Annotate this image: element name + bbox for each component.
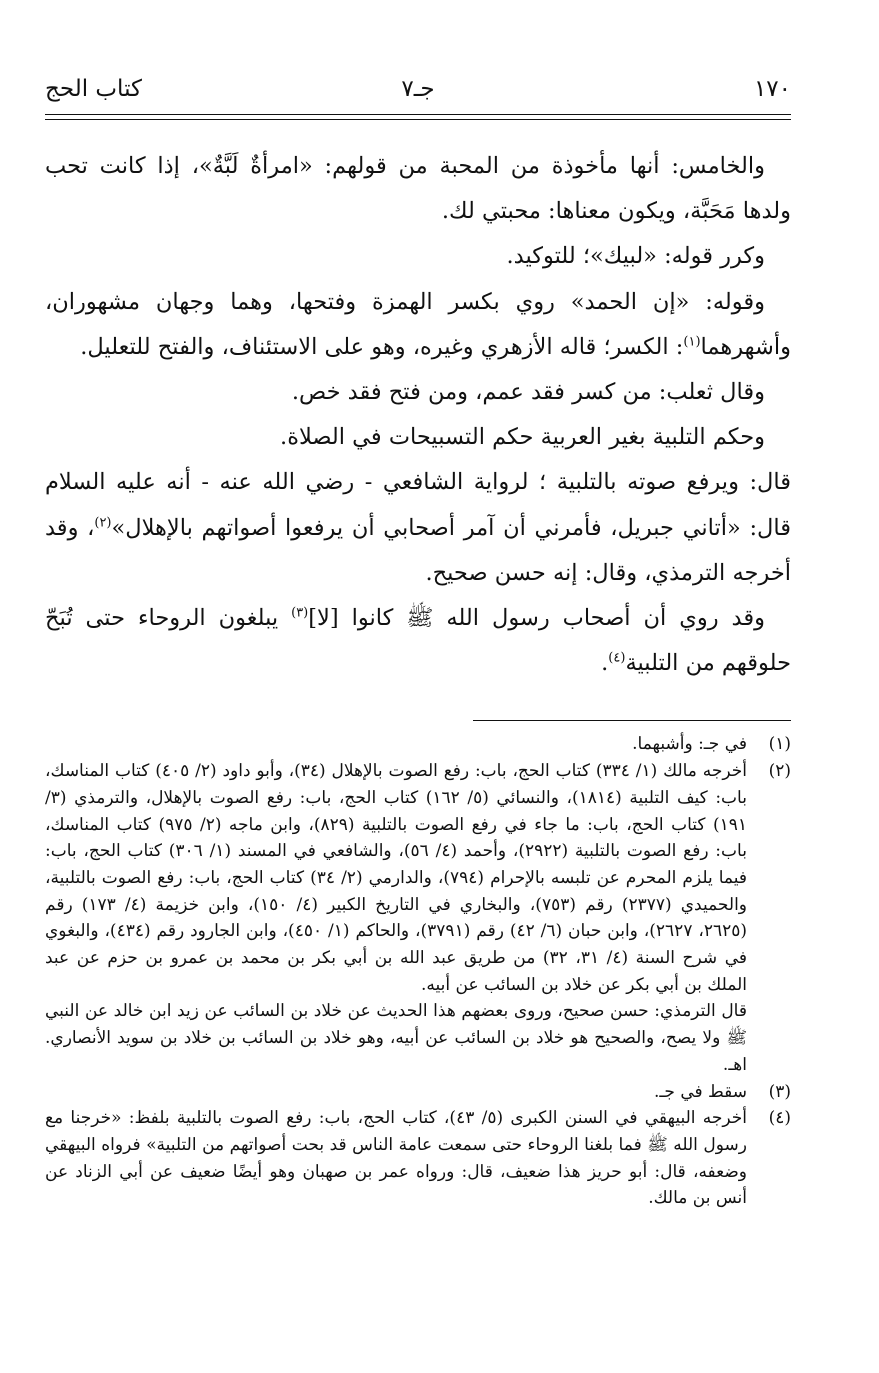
- footnote-ref[interactable]: (٢): [94, 515, 112, 531]
- footnote-text: سقط في جـ.: [654, 1081, 747, 1102]
- footnote-ref[interactable]: (٣): [291, 605, 309, 621]
- footnote-text: في جـ: وأشبهما.: [632, 734, 747, 755]
- footnote-mark: (٣): [768, 1081, 791, 1102]
- footnote: [45, 1079, 791, 1106]
- page-number: ١٧٠: [753, 76, 791, 102]
- footnote: [45, 1105, 791, 1212]
- footnote-mark: (١): [768, 734, 791, 755]
- footnote-text: أخرجه البيهقي في السنن الكبرى (٥/ ٤٣)، كتاب الحج، باب: رفع الصوت بالتلبية بلفظ: «خرجنا مع رسول الله ﷺ فما بلغنا الروحاء حتى سمعت عامة الناس قد بحت أصواتهم من التلبية» فرواه البيهقي وضعفه، قال: أبو حريز هذا ضعيف، قال: ورواه عمر بن صهبان وهو أيضًا ضعيف عن أبي الزناد عن أنس بن مالك.: [45, 1108, 747, 1209]
- paragraph: قال: ويرفع صوته بالتلبية ؛ لرواية الشافعي - رضي الله عنه - أنه عليه السلام قال: «أتاني جبريل، فأمرني أن آمر أصحابي أن يرفعوا أصواتهم بالإهلال»$^{(٢)}$، وقد أخرجه الترمذي، وقال: إنه حسن صحيح.: [45, 469, 791, 586]
- footnote: [45, 731, 791, 758]
- paragraph: وقال ثعلب: من كسر فقد عمم، ومن فتح فقد خص.: [291, 379, 765, 406]
- paragraph: وقوله: «إن الحمد» روي بكسر الهمزة وفتحها، وهما وجهان مشهوران، وأشهرهما$^{(١)}$: الكسر؛ قاله الأزهري وغيره، وهو على الاستئناف، والفتح للتعليل.: [45, 288, 791, 360]
- footnotes: [45, 731, 791, 1212]
- footnote-text: قال الترمذي: حسن صحيح، وروى بعضهم هذا الحديث عن خلاد بن السائب عن زيد ابن خالد عن النبي ﷺ ولا يصح، والصحيح هو خلاد بن السائب عن أبيه، وهو خلاد بن السائب بن خلاد بن سويد الأنصاري. اهـ.: [45, 1001, 747, 1075]
- book-title: كتاب الحج: [45, 76, 142, 102]
- main-text: [45, 144, 791, 686]
- footnote-text: أخرجه مالك (١/ ٣٣٤) كتاب الحج، باب: رفع الصوت بالإهلال (٣٤)، وأبو داود (٢/ ٤٠٥) كتاب المناسك، باب: كيف التلبية (١٨١٤)، والنسائي (٥/ ١٦٢) كتاب الحج، باب: رفع الصوت بالإهلال، والترمذي (٣/ ١٩١) كتاب الحج، باب: ما جاء في رفع الصوت بالتلبية (٨٢٩)، وابن ماجه (٢/ ٩٧٥) كتاب المناسك، باب: رفع الصوت بالتلبية (٢٩٢٢)، وأحمد (٤/ ٥٦)، والشافعي في المسند (١/ ٣٠٦) كتاب الحج، باب: فيما يلزم المحرم عن تلبسه بالإحرام (٧٩٤)، والدارمي (٢/ ٣٤) كتاب الحج، باب: رفع الصوت بالتلبية، والحميدي (٢٣٧٧) رقم (٧٥٣)، والبخاري في التاريخ الكبير (٤/ ١٥٠)، وابن خزيمة (٤/ ١٧٣) رقم (٢٦٢٥، ٢٦٢٧)، وابن حبان (٦/ ٤٢) رقم (٣٧٩١)، والحاكم (١/ ٤٥٠)، وابن الجارود رقم (٤٣٤)، والبغوي في شرح السنة (٤/ ٣١، ٣٢) من طريق عبد الله بن أبي بكر بن محمد بن عمرو بن حزم عن عبد الملك بن أبي بكر عن خلاد بن السائب عن أبيه.: [45, 761, 748, 995]
- footnote-ref[interactable]: (٤): [608, 650, 626, 666]
- volume-label: جـ٧: [401, 76, 435, 102]
- paragraph: وقد روي أن أصحاب رسول الله ﷺ كانوا [لا]$^{(٣)}$ يبلغون الروحاء حتى تُبَحّ حلوقهم من التلبية$^{(٤)}$.: [45, 605, 791, 677]
- page-header: [45, 70, 791, 108]
- footnote: [45, 758, 791, 1078]
- footnote-separator: [473, 720, 791, 721]
- footnote-mark: (٤): [768, 1108, 791, 1129]
- paragraph: والخامس: أنها مأخوذة من المحبة من قولهم: «امرأةٌ لَبَّةٌ»، إذا كانت تحب ولدها مَحَبَّة، ويكون معناها: محبتي لك.: [45, 153, 791, 225]
- footnote-ref[interactable]: (١): [683, 334, 701, 350]
- footnote-mark: (٢): [768, 761, 791, 782]
- paragraph: وحكم التلبية بغير العربية حكم التسبيحات في الصلاة.: [280, 424, 765, 451]
- header-rule: [45, 114, 791, 120]
- paragraph: وكرر قوله: «لبيك»؛ للتوكيد.: [506, 243, 765, 270]
